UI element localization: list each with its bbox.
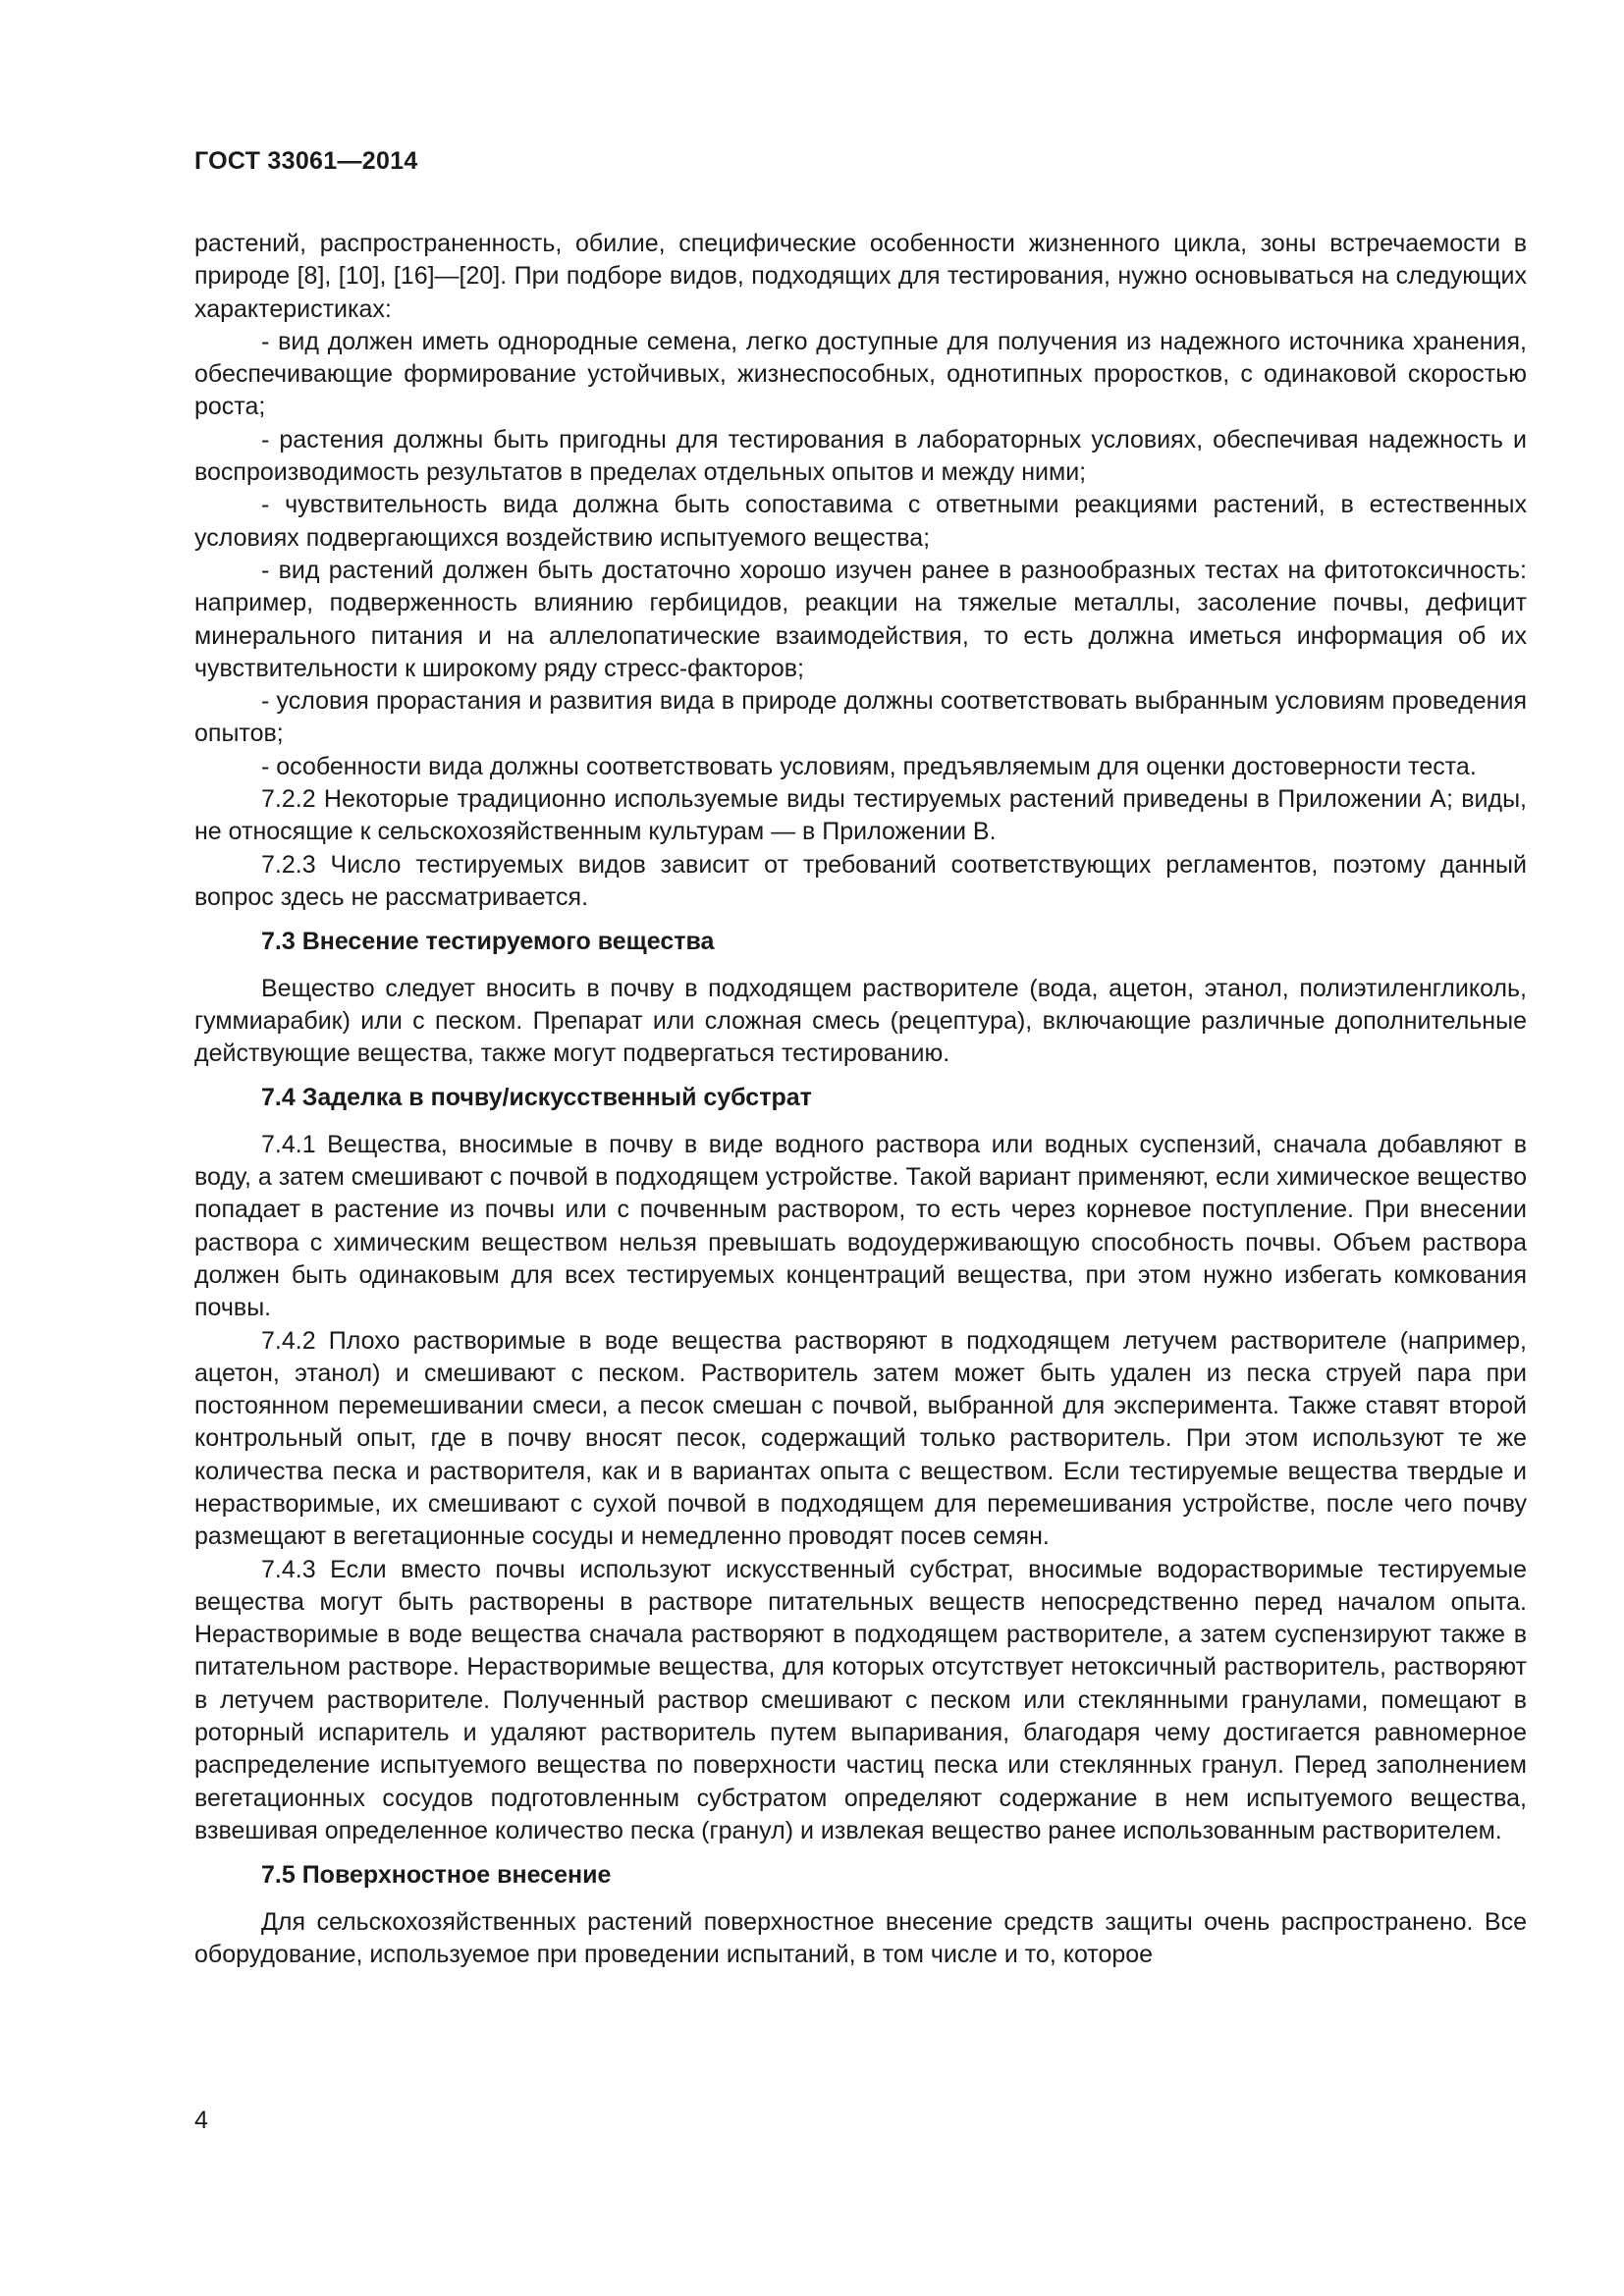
list-item-conditions: - условия прорастания и развития вида в природе должны соответствовать выбранным условиям проведения опытов; xyxy=(194,687,1527,748)
page-number: 4 xyxy=(194,2107,208,2134)
paragraph-continuation: растений, распространенность, обилие, специфические особенности жизненного цикла, зоны встречаемости в природе [8], [10], [16]—[20]. При подборе видов, подходящих для тестирования, нужно основываться на следующих характеристиках: xyxy=(194,230,1527,323)
clause-7-2-2: 7.2.2 Некоторые традиционно используемые виды тестируемых растений приведены в Приложении А; виды, не относящие к сельскохозяйственным культурам — в Приложении В. xyxy=(194,785,1527,846)
list-item-lab-suitability: - растения должны быть пригодны для тестирования в лабораторных условиях, обеспечивая надежность и воспроизводимость результатов в пределах отдельных опытов и между ними; xyxy=(194,425,1527,487)
section-heading-7-4: 7.4 Заделка в почву/искусственный субстрат xyxy=(261,1084,812,1112)
section-heading-7-3: 7.3 Внесение тестируемого вещества xyxy=(261,928,715,956)
clause-7-4-3: 7.4.3 Если вместо почвы используют искусственный субстрат, вносимые водорастворимые тестируемые вещества могут быть растворены в растворе питательных веществ непосредственно перед началом опыта. Нерастворимые в воде вещества сначала растворяют в подходящем растворителе, а затем суспензируют также в питательном растворе. Нерастворимые вещества, для которых отсутствует нетоксичный растворитель, растворяют в летучем растворителе. Полученный раствор смешивают с песком или стеклянными гранулами, помещают в роторный испаритель и удаляют растворитель путем выпаривания, благодаря чему достигается равномерное распределение испытуемого вещества по поверхности частиц песка или стеклянных гранул. Перед заполнением вегетационных сосудов подготовленным субстратом определяют содержание в нем испытуемого вещества, взвешивая определенное количество песка (гранул) и извлекая вещество ранее использованным растворителем. xyxy=(194,1555,1527,1844)
clause-7-4-1: 7.4.1 Вещества, вносимые в почву в виде водного раствора или водных суспензий, сначала добавляют в воду, а затем смешивают с почвой в подходящем устройстве. Такой вариант применяют, если химическое вещество попадает в растение из почвы или с почвенным раствором, то есть через корневое поступление. При внесении раствора с химическим веществом нельзя превышать водоудерживающую способность почвы. Объем раствора должен быть одинаковым для всех тестируемых концентраций вещества, при этом нужно избегать комкования почвы. xyxy=(194,1130,1527,1322)
document-body xyxy=(194,228,1527,1971)
section-7-5-text: Для сельскохозяйственных растений поверхностное внесение средств защиты очень распространено. Все оборудование, используемое при проведении испытаний, в том числе и то, которое xyxy=(194,1907,1527,1968)
list-item-features: - особенности вида должны соответствовать условиям, предъявляемым для оценки достоверности теста. xyxy=(261,752,1477,780)
list-item-studied: - вид растений должен быть достаточно хорошо изучен ранее в разнообразных тестах на фитотоксичность: например, подверженность влиянию гербицидов, реакции на тяжелые металлы, засоление почвы, дефицит минерального питания и на аллелопатические взаимодействия, то есть должна иметься информация об их чувствительности к широкому ряду стресс-факторов; xyxy=(194,556,1527,682)
clause-7-4-2: 7.4.2 Плохо растворимые в воде вещества растворяют в подходящем летучем растворителе (например, ацетон, этанол) и смешивают с песком. Растворитель затем может быть удален из песка струей пара при постоянном перемешивании смеси, а песок смешан с почвой, выбранной для эксперимента. Также ставят второй контрольный опыт, где в почву вносят песок, содержащий только растворитель. При этом используют те же количества песка и растворителя, как и в вариантах опыта с веществом. Если тестируемые вещества твердые и нерастворимые, их смешивают с сухой почвой в подходящем для перемешивания устройстве, после чего почву размещают в вегетационные сосуды и немедленно проводят посев семян. xyxy=(194,1326,1527,1551)
section-7-3-text: Вещество следует вносить в почву в подходящем растворителе (вода, ацетон, этанол, полиэтиленгликоль, гуммиарабик) или с песком. Препарат или сложная смесь (рецептура), включающие различные дополнительные действующие вещества, также могут подвергаться тестированию. xyxy=(194,974,1527,1068)
document-header-id: ГОСТ 33061—2014 xyxy=(194,147,418,175)
list-item-sensitivity: - чувствительность вида должна быть сопоставима с ответными реакциями растений, в естественных условиях подвергающихся воздействию испытуемого вещества; xyxy=(194,491,1527,552)
section-heading-7-5: 7.5 Поверхностное внесение xyxy=(261,1861,612,1890)
clause-7-2-3: 7.2.3 Число тестируемых видов зависит от требований соответствующих регламентов, поэтому данный вопрос здесь не рассматривается. xyxy=(194,850,1527,911)
list-item-seeds: - вид должен иметь однородные семена, легко доступные для получения из надежного источника хранения, обеспечивающие формирование устойчивых, жизнеспособных, однотипных проростков, с одинаковой скоростью роста; xyxy=(194,327,1527,421)
